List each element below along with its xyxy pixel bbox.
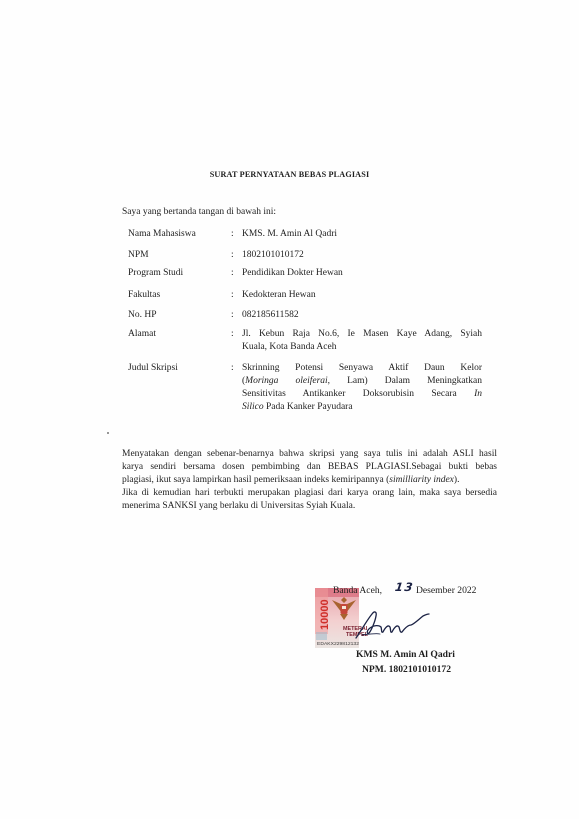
paragraph-text: karya sendiri bersama dosen pembimbing dan BEBAS PLAGIASI.Sebagai bukti bebas — [122, 462, 497, 472]
paragraph-line — [122, 448, 497, 461]
value-line — [242, 401, 482, 414]
field-row-npm — [0, 249, 579, 262]
stamp-label-meterai: METERAI — [343, 626, 368, 632]
signatory-npm: NPM. 1802101010172 — [362, 664, 451, 675]
value-line — [242, 362, 482, 375]
paragraph-line — [122, 474, 497, 487]
value-line: Jl. Kebun Raja No.6, Ie Masen Kaye Adang, Syiah — [242, 328, 482, 339]
field-row-fakultas — [0, 289, 579, 302]
field-separator: : — [231, 290, 234, 300]
value-line: Kuala, Kota Banda Aceh — [242, 341, 337, 352]
value-text: , Lam) Dalam Meningkatkan — [327, 375, 482, 386]
field-separator: : — [231, 268, 234, 278]
handwritten-signature — [350, 604, 432, 644]
paragraph-line — [122, 461, 497, 474]
field-label: No. HP — [128, 310, 157, 320]
field-label: Nama Mahasiswa — [128, 229, 196, 239]
value-text: ( — [242, 375, 246, 386]
field-value: Kedokteran Hewan — [242, 290, 316, 300]
field-separator: : — [231, 229, 234, 239]
document-title: SURAT PERNYATAAN BEBAS PLAGIASI — [209, 170, 370, 179]
field-value: 082185611582 — [242, 310, 299, 320]
field-label: Alamat — [128, 329, 156, 339]
value-text-italic: Silico — [242, 401, 264, 412]
field-row-program-studi — [0, 267, 579, 280]
value-text-italic: In — [474, 388, 482, 399]
paragraph-text-italic: similliarity index — [389, 475, 454, 485]
paragraph-text: plagiasi, ikut saya lampirkan hasil pemeriksaan indeks kemiripannya ( — [122, 475, 390, 485]
value-text: Skrinning Potensi Senyawa Aktif Daun Kelor — [242, 362, 482, 373]
field-row-alamat — [0, 328, 579, 352]
field-separator: : — [231, 310, 234, 320]
signature-day-handwritten: 13 — [394, 580, 415, 594]
field-value: Pendidikan Dokter Hewan — [242, 268, 343, 278]
paragraph-line: menerima SANKSI yang berlaku di Universitas Syiah Kuala. — [122, 501, 356, 511]
field-row-nama-mahasiswa — [0, 228, 579, 241]
stamp-label-tempel: TEMPEL — [346, 632, 368, 638]
field-label: Judul Skripsi — [128, 363, 178, 373]
paragraph-line: Jika di kemudian hari terbukti merupakan plagiasi dari karya orang lain, maka saya bersedia — [122, 488, 497, 498]
intro-text: Saya yang bertanda tangan di bawah ini: — [122, 207, 277, 217]
signatory-name: KMS M. Amin Al Qadri — [356, 649, 455, 660]
field-value: KMS. M. Amin Al Qadri — [242, 229, 338, 239]
signature-month-year: Desember 2022 — [416, 585, 477, 596]
value-text: Sensitivitas Antikanker Doksorubisin Secara — [242, 388, 475, 399]
field-row-judul-skripsi — [0, 362, 579, 412]
field-separator: : — [231, 250, 234, 260]
field-label: Fakultas — [128, 290, 161, 300]
value-text-italic: Moringa oleiferai — [245, 375, 328, 386]
value-line — [242, 375, 482, 388]
statement-paragraph — [122, 448, 497, 487]
field-label: NPM — [128, 250, 149, 260]
field-separator: : — [231, 363, 234, 373]
field-label: Program Studi — [128, 268, 184, 278]
field-separator: : — [231, 329, 234, 339]
signature-place: Banda Aceh, — [333, 585, 383, 596]
field-value: 1802101010172 — [242, 250, 304, 260]
value-line — [242, 388, 482, 401]
paragraph-text: Menyatakan dengan sebenar-benarnya bahwa skripsi yang saya tulis ini adalah ASLI hasil — [122, 449, 497, 459]
value-text: Pada Kanker Payudara — [263, 401, 353, 412]
field-value — [242, 328, 482, 354]
sanction-paragraph — [122, 487, 497, 513]
scan-speck — [107, 432, 109, 434]
field-value — [242, 362, 482, 414]
stamp-serial: EDAKX229812132 — [317, 641, 360, 646]
field-row-no-hp — [0, 309, 579, 322]
stamp-security-patch — [316, 632, 327, 640]
stamp-denomination: 10000 — [319, 599, 331, 630]
paragraph-text: ). — [453, 475, 460, 485]
